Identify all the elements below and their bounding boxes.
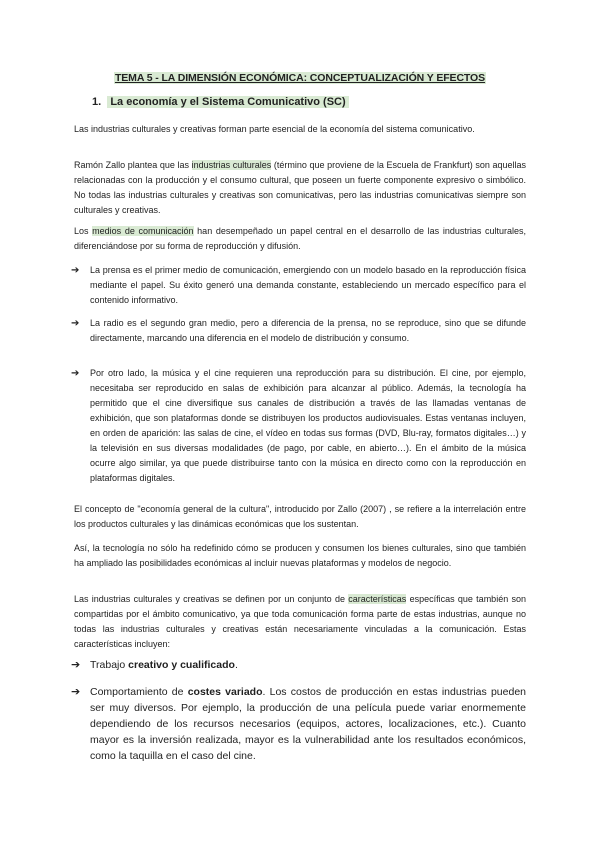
paragraph-medios: Los medios de comunicación han desempeñado un papel central en el desarrollo de las industrias culturales, diferenciándose por su forma de reproducción y difusión. <box>74 226 527 251</box>
arrow-bullet-icon: ➔ <box>71 659 81 671</box>
list-item: ➔ Por otro lado, la música y el cine requieren una reproducción para su distribución. El cine, por ejemplo, necesitaba ser reproducido en salas de exhibición para alcanzar al público. Además, la tecnología ha permitido que el cine diversifique sus canales de distribución a través de las llamadas ventanas de exhibición, que son plataformas donde se distribuyen los productos audiovisuales. Estas ventanas incluyen, en orden de aparición: las salas de cine, el vídeo en todas sus formas (DVD, Blu-ray, formatos digitales…) y la televisión en sus diversas modalidades (de pago, por cable, en abierto…). En el ámbito de la música ocurre algo similar, ya que puede distribuirse tanto con la música en directo como con la reproducción en plataformas digitales. <box>71 368 526 483</box>
arrow-bullet-icon: ➔ <box>71 686 81 698</box>
section-number: 1. <box>92 96 102 108</box>
highlight-medios-comunicacion: medios de comunicación <box>92 226 194 236</box>
paragraph-intro: Las industrias culturales y creativas forman parte esencial de la economía del sistema comunicativo. <box>74 124 475 134</box>
paragraph-economia-general: El concepto de "economía general de la cultura", introducido por Zallo (2007) , se refiere a la interrelación entre los productos culturales y las dinámicas económicas que los sustentan. <box>74 504 526 529</box>
list-item: ➔ Comportamiento de costes variado. Los costos de producción en estas industrias pueden ser muy diversos. Por ejemplo, la producción de una película puede variar enormemente dependiendo de los recursos necesarios (equipos, actores, localizaciones, etc.). Cuanto mayor es la inversión realizada, mayor es la vulnerabilidad ante los resultados económicos, como la taquilla en el caso del cine. <box>71 686 526 762</box>
arrow-bullet-icon: ➔ <box>71 318 80 329</box>
paragraph-tecnologia: Así, la tecnología no sólo ha redefinido cómo se producen y consumen los bienes culturales, sino que también ha ampliado las posibilidades económicas al incluir nuevas plataformas y modelos de negocio. <box>74 543 526 568</box>
arrow-bullet-icon: ➔ <box>71 368 80 379</box>
paragraph-zallo: Ramón Zallo plantea que las industrias culturales (término que proviene de la Escuela de Frankfurt) son aquellas relacionadas con la producción y el consumo cultural, que poseen un fuerte componente expresivo o simbólico. No todas las industrias culturales y creativas son comunicativas, pero las industrias comunicativas siempre son culturales y creativas. <box>74 160 527 215</box>
section-heading <box>92 96 349 108</box>
list-item: ➔ Trabajo creativo y cualificado. <box>71 659 238 671</box>
document-title: TEMA 5 - LA DIMENSIÓN ECONÓMICA: CONCEPTUALIZACIÓN Y EFECTOS <box>114 72 486 84</box>
list-item: ➔ La prensa es el primer medio de comunicación, emergiendo con un modelo basado en la reproducción física mediante el papel. Su éxito generó una demanda constante, estableciendo un mercado específico para el contenido informativo. <box>71 265 526 305</box>
arrow-bullet-icon: ➔ <box>71 265 80 276</box>
highlight-caracteristicas: características <box>348 594 407 604</box>
highlight-industrias-culturales: industrias culturales <box>191 160 272 170</box>
list-item: ➔ La radio es el segundo gran medio, pero a diferencia de la prensa, no se reproduce, sino que se difunde directamente, marcando una diferencia en el modelo de distribución y consumo. <box>71 318 526 343</box>
paragraph-caracteristicas: Las industrias culturales y creativas se definen por un conjunto de características específicas que también son compartidas por el ámbito comunicativo, ya que toda comunicación forma parte de estas industrias, aunque no todas las industrias culturales y creativas están necesariamente vinculadas a la comunicación. Estas características incluyen: <box>74 594 526 649</box>
section-title: La economía y el Sistema Comunicativo (SC) <box>107 96 348 108</box>
